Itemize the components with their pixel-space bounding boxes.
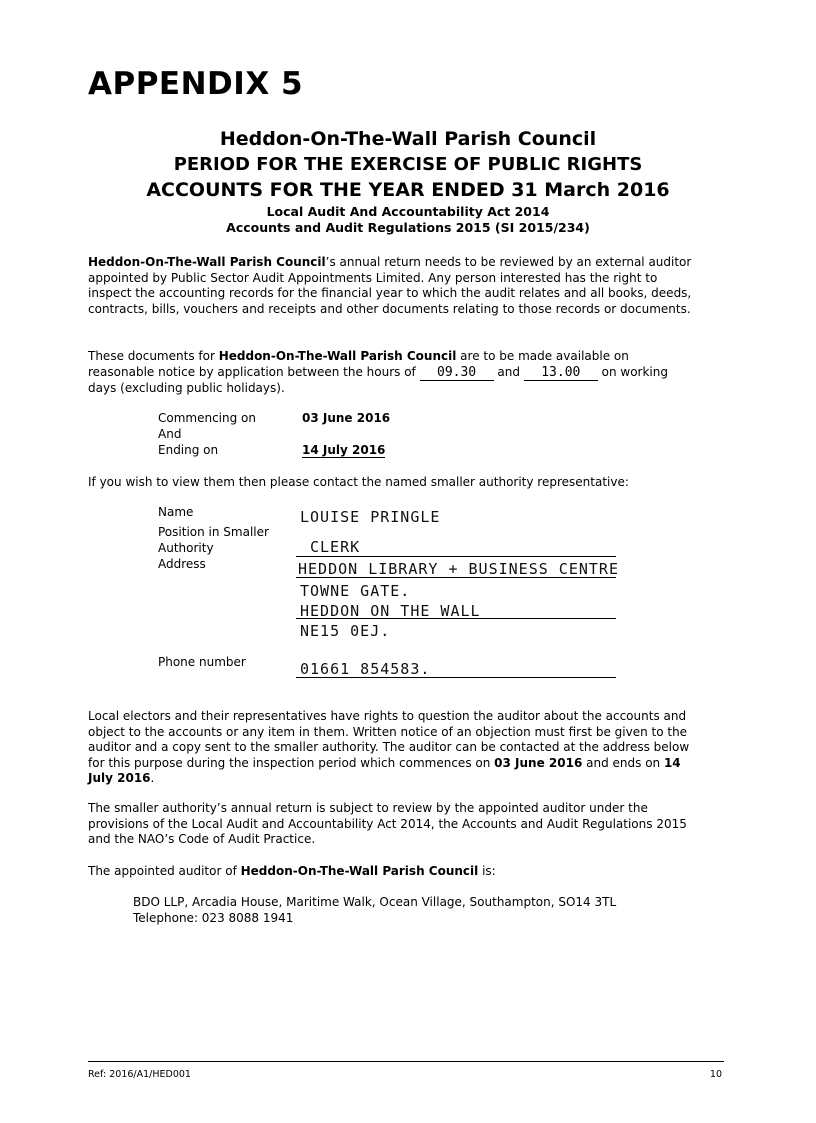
- auditor-post: is:: [478, 864, 496, 878]
- electors-start-date: 03 June 2016: [494, 755, 583, 770]
- footer-rule: [88, 1061, 724, 1062]
- auditor-intro: [88, 864, 698, 880]
- electors-paragraph: [88, 709, 698, 787]
- commencing-label: Commencing on: [158, 411, 257, 425]
- address-underline-1: [296, 577, 616, 578]
- hour-to-field[interactable]: 13.00: [524, 365, 598, 382]
- regulations-heading: Accounts and Audit Regulations 2015 (SI 2015/234): [226, 220, 590, 235]
- availability-pre: These documents for: [88, 349, 219, 363]
- phone-value[interactable]: 01661 854583.: [300, 660, 431, 678]
- address-line-1[interactable]: HEDDON LIBRARY + BUSINESS CENTRE: [298, 560, 619, 578]
- electors-text: Local electors and their representatives have rights to question the auditor about the accounts and object to the accounts or any item in them. Written notice of an objection must first be given to the auditor and a copy sent to the smaller authority. The auditor can be contacted at the address below for this purpose during the inspection period which commences on: [88, 709, 690, 770]
- council-name: Heddon-On-The-Wall Parish Council: [240, 864, 479, 878]
- auditor-pre: The appointed auditor of: [88, 864, 241, 878]
- council-heading: Heddon-On-The-Wall Parish Council: [219, 128, 597, 150]
- accounts-heading: ACCOUNTS FOR THE YEAR ENDED 31 March 2016: [146, 179, 670, 201]
- appendix-title: APPENDIX 5: [88, 66, 304, 102]
- auditor-address: BDO LLP, Arcadia House, Maritime Walk, Ocean Village, Southampton, SO14 3TL: [133, 895, 617, 909]
- electors-text: .: [150, 771, 155, 785]
- address-underline-3: [296, 618, 616, 619]
- address-line-4[interactable]: NE15 0EJ.: [300, 622, 391, 640]
- address-line-3[interactable]: HEDDON ON THE WALL: [300, 602, 481, 620]
- phone-underline: [296, 677, 616, 678]
- page-number: 10: [709, 1069, 722, 1080]
- footer-ref: Ref: 2016/A1/HED001: [88, 1069, 191, 1080]
- commencing-date: 03 June 2016: [302, 411, 391, 425]
- availability-mid: are to be made available on reasonable notice by application between the hours of: [88, 349, 629, 379]
- and-label: And: [158, 427, 182, 441]
- name-label: Name: [158, 505, 194, 519]
- name-value[interactable]: LOUISE PRINGLE: [300, 508, 441, 526]
- period-heading: PERIOD FOR THE EXERCISE OF PUBLIC RIGHTS: [173, 154, 643, 175]
- hour-from-field[interactable]: 09.30: [420, 365, 494, 382]
- auditor-telephone: Telephone: 023 8088 1941: [133, 911, 294, 925]
- council-name: Heddon-On-The-Wall Parish Council: [88, 255, 326, 269]
- phone-label: Phone number: [158, 655, 246, 669]
- electors-text: and ends on: [582, 755, 664, 770]
- electors-end-date: 14 July 2016: [88, 755, 681, 785]
- position-label-line1: Position in Smaller: [158, 525, 269, 539]
- availability-post: on working days (excluding public holidays).: [88, 364, 668, 395]
- council-name: Heddon-On-The-Wall Parish Council: [218, 349, 457, 363]
- availability-and: and: [493, 364, 524, 379]
- ending-date: 14 July 2016: [302, 443, 386, 457]
- contact-intro: If you wish to view them then please contact the named smaller authority representative:: [88, 475, 629, 489]
- address-label: Address: [158, 557, 206, 571]
- position-label-line2: Authority: [158, 541, 214, 555]
- position-underline: [296, 556, 616, 557]
- act-heading: Local Audit And Accountability Act 2014: [266, 204, 550, 219]
- intro-paragraph: [88, 255, 698, 317]
- intro-text: ’s annual return needs to be reviewed by an external auditor appointed by Public Sector Audit Appointments Limited. Any person interested has the right to inspect the accounting records for the financial year to which the audit relates and all books, deeds, contracts, bills, vouchers and receipts and other documents relating to those records or documents.: [88, 255, 692, 316]
- availability-paragraph: [88, 349, 698, 397]
- address-line-2[interactable]: TOWNE GATE.: [300, 582, 411, 600]
- review-paragraph: The smaller authority’s annual return is subject to review by the appointed auditor under the provisions of the Local Audit and Accountability Act 2014, the Accounts and Audit Regulations 2015 and the NAO’s Code of Audit Practice.: [88, 801, 687, 846]
- position-value[interactable]: CLERK: [310, 538, 361, 556]
- ending-label: Ending on: [158, 443, 219, 457]
